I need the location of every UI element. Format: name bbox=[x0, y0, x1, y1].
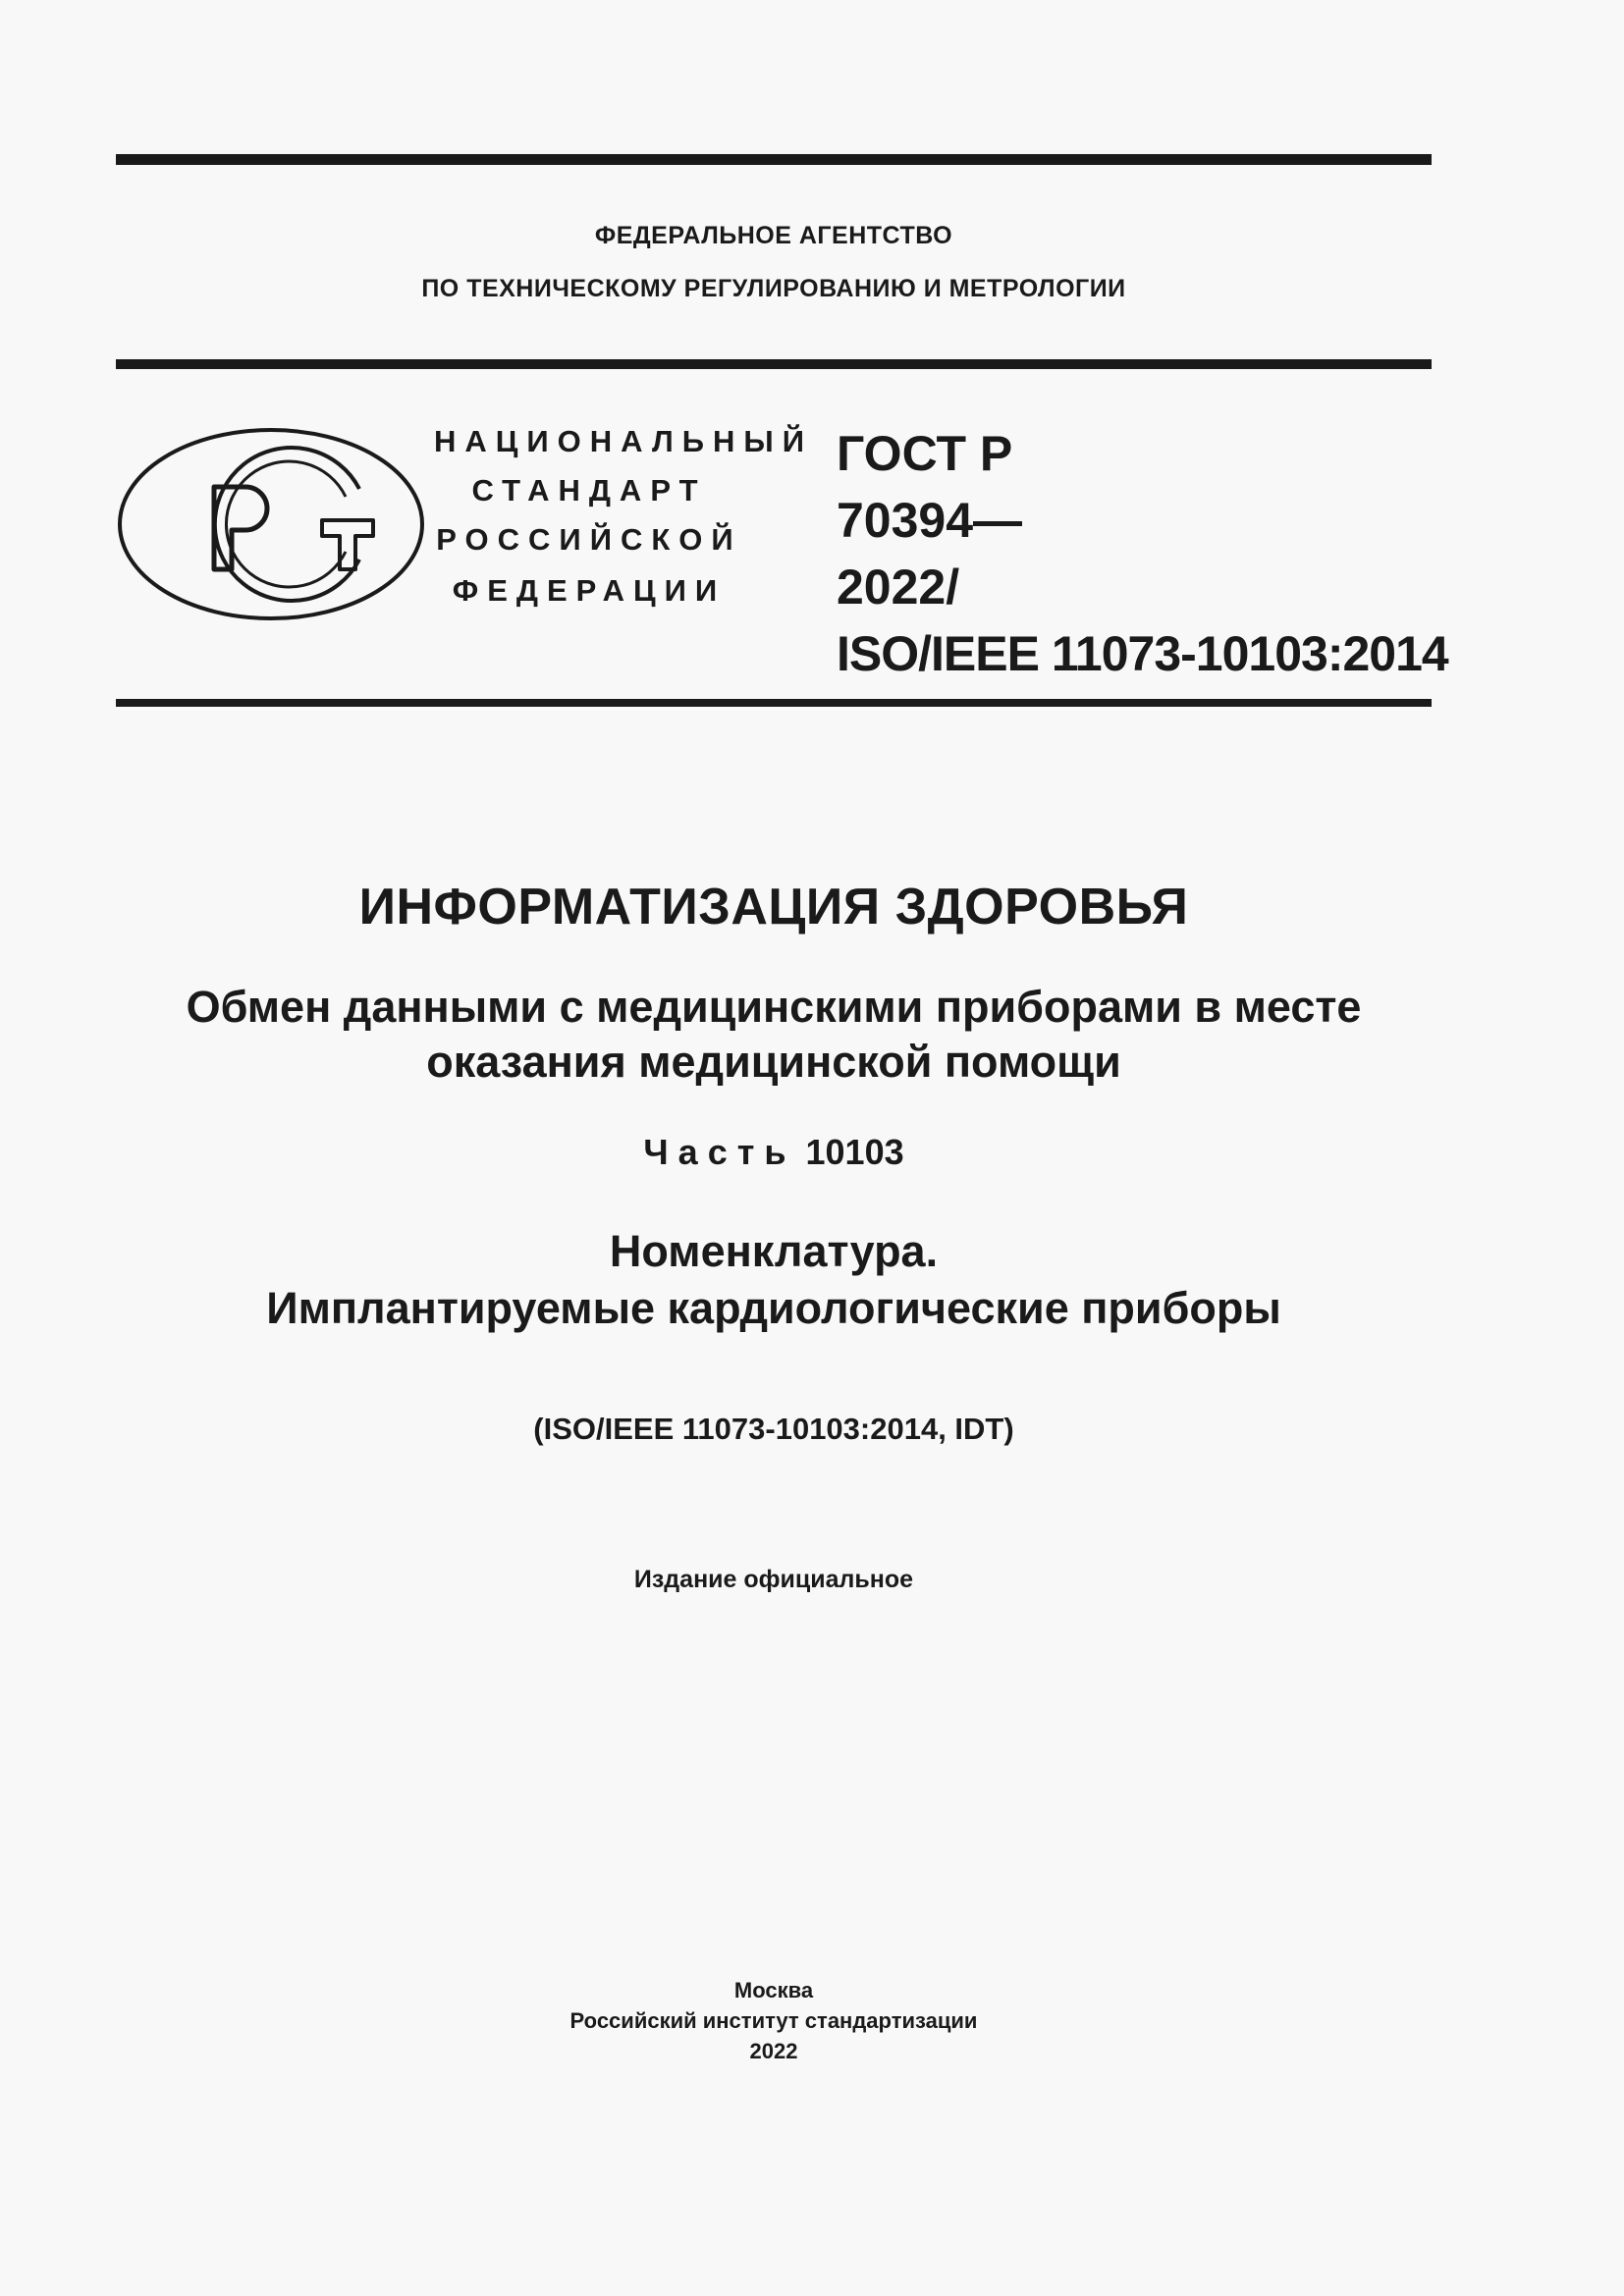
agency-name-line2: ПО ТЕХНИЧЕСКОМУ РЕГУЛИРОВАНИЮ И МЕТРОЛОГИИ bbox=[421, 275, 1126, 302]
subtitle-line2: оказания медицинской помощи bbox=[426, 1037, 1121, 1087]
edition-label: Издание официальное bbox=[633, 1566, 914, 1593]
document-title: ИНФОРМАТИЗАЦИЯ ЗДОРОВЬЯ bbox=[358, 879, 1189, 935]
standard-block-rule bbox=[116, 699, 1432, 707]
imprint bbox=[116, 1975, 1432, 2066]
header-rule bbox=[116, 359, 1432, 369]
national-standard-line4: ФЕДЕРАЦИИ bbox=[452, 573, 727, 608]
national-standard-line1: НАЦИОНАЛЬНЫЙ bbox=[433, 424, 814, 458]
imprint-city: Москва bbox=[733, 1978, 814, 2002]
iso-reference: (ISO/IEEE 11073-10103:2014, IDT) bbox=[533, 1412, 1014, 1446]
part-title bbox=[116, 1223, 1432, 1337]
imprint-year: 2022 bbox=[749, 2039, 798, 2063]
top-rule bbox=[116, 154, 1432, 165]
gost-line1: ГОСТ Р bbox=[837, 426, 1013, 481]
gost-designation bbox=[837, 420, 1448, 687]
subtitle-line1: Обмен данными с медицинскими приборами в месте bbox=[186, 982, 1362, 1032]
part-number: 10103 bbox=[805, 1132, 904, 1172]
rst-certification-mark-icon bbox=[116, 426, 426, 622]
national-standard-line2: СТАНДАРТ bbox=[471, 473, 707, 507]
agency-name-line1: ФЕДЕРАЛЬНОЕ АГЕНТСТВО bbox=[594, 222, 953, 249]
imprint-publisher: Российский институт стандартизации bbox=[569, 2008, 978, 2033]
part-title-line1: Номенклатура. bbox=[609, 1226, 939, 1276]
gost-line2: 70394— bbox=[837, 493, 1023, 548]
gost-line4: ISO/IEEE 11073-10103:2014 bbox=[837, 626, 1448, 681]
part-label bbox=[116, 1132, 1432, 1173]
document-subtitle bbox=[116, 980, 1432, 1090]
gost-line3: 2022/ bbox=[837, 560, 960, 614]
national-standard-line3: РОССИЙСКОЙ bbox=[436, 522, 742, 557]
part-title-line2: Имплантируемые кардиологические приборы bbox=[266, 1283, 1281, 1333]
part-word: Часть bbox=[643, 1132, 796, 1172]
